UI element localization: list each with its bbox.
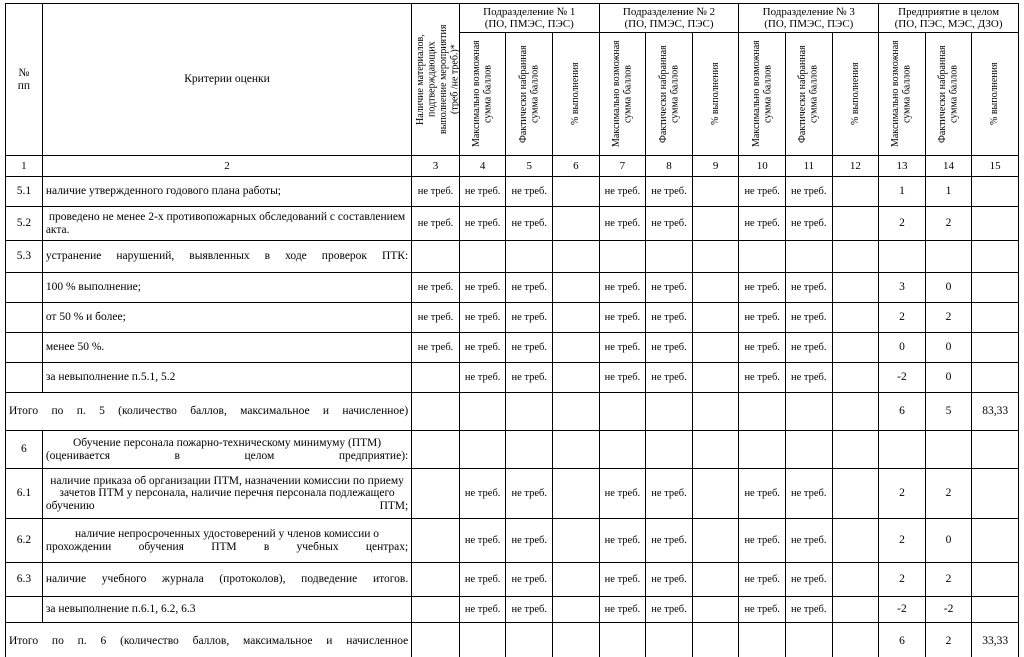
row-cell-c6 <box>553 393 600 431</box>
row-materials-required: не треб. <box>412 207 460 241</box>
row-cell-c7: не треб. <box>599 207 646 241</box>
row-cell-c5: не треб. <box>506 177 553 207</box>
row-materials-required <box>412 393 460 431</box>
row-cell-c10 <box>739 623 786 657</box>
row-criteria: наличие приказа об организации ПТМ, назначении комиссии по приему зачетов ПТМ у персонала, наличие перечня персонала подлежащего обучению ПТМ; <box>42 469 411 519</box>
row-cell-c5: не треб. <box>506 597 553 623</box>
row-cell-c13: 1 <box>879 177 926 207</box>
row-cell-c7: не треб. <box>599 469 646 519</box>
header-sub-max-1 <box>459 33 506 156</box>
row-cell-c8: не треб. <box>646 303 693 333</box>
row-cell-c7 <box>599 431 646 469</box>
row-cell-c4: не треб. <box>459 273 506 303</box>
header-group-unit-3 <box>739 4 879 33</box>
row-cell-c7 <box>599 623 646 657</box>
row-cell-c13: 2 <box>879 207 926 241</box>
row-cell-c6 <box>553 469 600 519</box>
row-cell-c14: 1 <box>925 177 972 207</box>
header-sub-percent-ent <box>972 33 1019 156</box>
row-cell-c14: 0 <box>925 273 972 303</box>
row-cell-c13: 2 <box>879 303 926 333</box>
row-cell-c10: не треб. <box>739 363 786 393</box>
row-cell-c10 <box>739 241 786 273</box>
row-cell-c10: не треб. <box>739 597 786 623</box>
row-number <box>6 597 43 623</box>
colnum-6: 6 <box>553 156 600 177</box>
row-cell-c13 <box>879 241 926 273</box>
row-cell-c6 <box>553 303 600 333</box>
colnum-3: 3 <box>412 156 460 177</box>
row-cell-c15 <box>972 469 1019 519</box>
row-cell-c4: не треб. <box>459 303 506 333</box>
row-number <box>6 363 43 393</box>
row-cell-c15 <box>972 177 1019 207</box>
row-cell-c11: не треб. <box>785 363 832 393</box>
row-cell-c11: не треб. <box>785 303 832 333</box>
row-cell-c10 <box>739 393 786 431</box>
header-group-unit-1-line2: (ПО, ПМЭС, ПЭС) <box>484 18 574 31</box>
row-cell-c8: не треб. <box>646 597 693 623</box>
row-cell-c12 <box>832 623 879 657</box>
row-cell-c4 <box>459 241 506 273</box>
row-cell-c10: не треб. <box>739 469 786 519</box>
row-cell-c4: не треб. <box>459 207 506 241</box>
row-cell-c12 <box>832 333 879 363</box>
row-cell-c11 <box>785 393 832 431</box>
row-cell-c7: не треб. <box>599 563 646 597</box>
row-cell-c6 <box>553 563 600 597</box>
row-cell-c10: не треб. <box>739 563 786 597</box>
row-cell-c7: не треб. <box>599 333 646 363</box>
row-cell-c8: не треб. <box>646 177 693 207</box>
row-cell-c6 <box>553 623 600 657</box>
colnum-13: 13 <box>879 156 926 177</box>
row-total-label: Итого по п. 6 (количество баллов, максимальное и начисленное <box>6 623 412 657</box>
row-cell-c5: не треб. <box>506 333 553 363</box>
row-cell-c14 <box>925 241 972 273</box>
row-materials-required <box>412 597 460 623</box>
row-materials-required <box>412 519 460 563</box>
header-sub-percent-3-label: % выполнения <box>849 62 861 126</box>
table-body <box>6 177 1019 657</box>
row-cell-c7: не треб. <box>599 177 646 207</box>
row-cell-c4 <box>459 431 506 469</box>
row-cell-c14: 2 <box>925 563 972 597</box>
row-cell-c8: не треб. <box>646 207 693 241</box>
row-cell-c4 <box>459 623 506 657</box>
row-cell-c5: не треб. <box>506 469 553 519</box>
row-number: 5.1 <box>6 177 43 207</box>
row-cell-c11: не треб. <box>785 273 832 303</box>
table-row <box>6 597 1019 623</box>
row-cell-c15 <box>972 363 1019 393</box>
row-cell-c8: не треб. <box>646 333 693 363</box>
row-cell-c4: не треб. <box>459 469 506 519</box>
colnum-7: 7 <box>599 156 646 177</box>
row-cell-c11: не треб. <box>785 597 832 623</box>
row-criteria: менее 50 %. <box>42 333 411 363</box>
column-numbering-row <box>6 156 1019 177</box>
row-cell-c14: 2 <box>925 207 972 241</box>
row-cell-c5 <box>506 241 553 273</box>
row-cell-c8 <box>646 393 693 431</box>
colnum-2: 2 <box>42 156 411 177</box>
header-group-unit-3-line1: Подразделение № 3 <box>762 6 855 18</box>
header-col-number-line2: пп <box>17 79 31 92</box>
row-cell-c9 <box>692 597 739 623</box>
row-materials-required <box>412 431 460 469</box>
header-sub-max-ent-label: Максимально возможная сумма баллов <box>890 40 913 148</box>
row-materials-required: не треб. <box>412 177 460 207</box>
row-cell-c10: не треб. <box>739 207 786 241</box>
header-sub-max-ent <box>879 33 926 156</box>
header-sub-max-2-label: Максимально возможная сумма баллов <box>610 40 634 148</box>
row-cell-c5 <box>506 393 553 431</box>
row-number: 6.1 <box>6 469 43 519</box>
header-sub-percent-1 <box>553 33 600 156</box>
row-cell-c5: не треб. <box>506 207 553 241</box>
row-cell-c14: 0 <box>925 333 972 363</box>
header-sub-actual-ent <box>925 33 972 156</box>
row-cell-c8: не треб. <box>646 469 693 519</box>
row-cell-c12 <box>832 241 879 273</box>
header-sub-percent-3 <box>832 33 879 156</box>
row-cell-c6 <box>553 431 600 469</box>
header-col-number <box>6 4 43 156</box>
header-sub-actual-3-label: Фактически набранная сумма баллов <box>797 45 820 144</box>
header-sub-actual-1 <box>506 33 553 156</box>
header-col-criteria: Критерии оценки <box>42 4 411 156</box>
row-cell-c9 <box>692 363 739 393</box>
row-cell-c6 <box>553 241 600 273</box>
assessment-criteria-table <box>5 3 1019 657</box>
header-group-unit-1 <box>459 4 599 33</box>
row-cell-c11: не треб. <box>785 333 832 363</box>
row-cell-c9 <box>692 333 739 363</box>
row-cell-c15 <box>972 333 1019 363</box>
row-cell-c15 <box>972 241 1019 273</box>
row-cell-c5: не треб. <box>506 519 553 563</box>
row-criteria: 100 % выполнение; <box>42 273 411 303</box>
header-row-groups <box>6 4 1019 33</box>
row-cell-c9 <box>692 177 739 207</box>
row-cell-c4: не треб. <box>459 177 506 207</box>
row-cell-c13: 0 <box>879 333 926 363</box>
row-cell-c13: 6 <box>879 393 926 431</box>
header-sub-actual-3 <box>785 33 832 156</box>
row-cell-c11: не треб. <box>785 469 832 519</box>
row-cell-c5: не треб. <box>506 303 553 333</box>
header-group-enterprise-line1: Предприятие в целом <box>898 6 1000 18</box>
row-criteria: от 50 % и более; <box>42 303 411 333</box>
row-criteria: наличие учебного журнала (протоколов), подведение итогов. <box>42 563 411 597</box>
row-cell-c15 <box>972 519 1019 563</box>
row-cell-c15: 33,33 <box>972 623 1019 657</box>
row-cell-c15 <box>972 273 1019 303</box>
row-cell-c13: 2 <box>879 519 926 563</box>
colnum-8: 8 <box>646 156 693 177</box>
header-sub-percent-2-label: % выполнения <box>709 62 721 126</box>
table-row <box>6 207 1019 241</box>
row-cell-c12 <box>832 303 879 333</box>
row-cell-c6 <box>553 333 600 363</box>
row-criteria: наличие непросроченных удостоверений у членов комиссии о прохождении обучения ПТМ в учебных центрах; <box>42 519 411 563</box>
row-cell-c7 <box>599 241 646 273</box>
header-sub-percent-1-label: % выполнения <box>570 62 582 126</box>
row-cell-c12 <box>832 363 879 393</box>
row-cell-c12 <box>832 469 879 519</box>
row-cell-c9 <box>692 431 739 469</box>
row-cell-c11 <box>785 241 832 273</box>
row-cell-c13: 6 <box>879 623 926 657</box>
row-criteria: проведено не менее 2-х противопожарных обследований с составлением акта. <box>42 207 411 241</box>
header-sub-percent-ent-label: % выполнения <box>989 62 1001 126</box>
table-row-total <box>6 393 1019 431</box>
row-cell-c6 <box>553 177 600 207</box>
row-cell-c5 <box>506 431 553 469</box>
row-cell-c4: не треб. <box>459 363 506 393</box>
row-cell-c6 <box>553 273 600 303</box>
colnum-1: 1 <box>6 156 43 177</box>
row-cell-c14: 2 <box>925 303 972 333</box>
row-number: 5.3 <box>6 241 43 273</box>
row-cell-c12 <box>832 273 879 303</box>
row-number <box>6 303 43 333</box>
header-sub-max-1-label: Максимально возможная сумма баллов <box>471 40 494 148</box>
row-cell-c4: не треб. <box>459 563 506 597</box>
row-cell-c14: -2 <box>925 597 972 623</box>
row-total-label: Итого по п. 5 (количество баллов, максимальное и начисленное) <box>6 393 412 431</box>
row-cell-c9 <box>692 393 739 431</box>
row-cell-c14 <box>925 431 972 469</box>
row-cell-c11 <box>785 431 832 469</box>
header-sub-max-3-label: Максимально возможная сумма баллов <box>750 40 774 148</box>
row-cell-c8: не треб. <box>646 519 693 563</box>
table-row <box>6 333 1019 363</box>
row-cell-c12 <box>832 393 879 431</box>
row-cell-c11: не треб. <box>785 207 832 241</box>
row-number <box>6 273 43 303</box>
row-cell-c15 <box>972 563 1019 597</box>
header-col-number-line1: № <box>18 66 30 79</box>
row-cell-c6 <box>553 519 600 563</box>
header-sub-max-3 <box>739 33 786 156</box>
row-cell-c6 <box>553 363 600 393</box>
header-sub-actual-ent-label: Фактически набранная сумма баллов <box>937 45 960 144</box>
row-cell-c9 <box>692 303 739 333</box>
row-cell-c11 <box>785 623 832 657</box>
header-group-unit-3-line2: (ПО, ПМЭС, ПЭС) <box>764 18 854 31</box>
row-criteria: наличие утвержденного годового плана работы; <box>42 177 411 207</box>
row-criteria: Обучение персонала пожарно-техническому минимуму (ПТМ) (оценивается в целом предприятие): <box>42 431 411 469</box>
row-cell-c8: не треб. <box>646 363 693 393</box>
row-cell-c7: не треб. <box>599 519 646 563</box>
row-criteria: за невыполнение п.5.1, 5.2 <box>42 363 411 393</box>
row-cell-c5: не треб. <box>506 273 553 303</box>
header-col-materials <box>412 4 460 156</box>
table-row <box>6 241 1019 273</box>
row-number: 6 <box>6 431 43 469</box>
row-cell-c10: не треб. <box>739 519 786 563</box>
row-cell-c9 <box>692 623 739 657</box>
row-cell-c9 <box>692 241 739 273</box>
row-cell-c13: 2 <box>879 469 926 519</box>
row-cell-c14: 0 <box>925 363 972 393</box>
row-cell-c14: 5 <box>925 393 972 431</box>
row-cell-c9 <box>692 273 739 303</box>
row-cell-c13: -2 <box>879 597 926 623</box>
row-cell-c5: не треб. <box>506 563 553 597</box>
row-cell-c12 <box>832 431 879 469</box>
header-group-enterprise <box>879 4 1019 33</box>
row-criteria: за невыполнение п.6.1, 6.2, 6.3 <box>42 597 411 623</box>
colnum-12: 12 <box>832 156 879 177</box>
row-cell-c5 <box>506 623 553 657</box>
row-materials-required <box>412 563 460 597</box>
colnum-5: 5 <box>506 156 553 177</box>
row-number: 6.3 <box>6 563 43 597</box>
row-cell-c12 <box>832 597 879 623</box>
row-materials-required <box>412 363 460 393</box>
row-materials-required <box>412 623 460 657</box>
row-cell-c8: не треб. <box>646 273 693 303</box>
table-row <box>6 363 1019 393</box>
row-cell-c13: 2 <box>879 563 926 597</box>
row-cell-c10: не треб. <box>739 273 786 303</box>
row-cell-c15 <box>972 207 1019 241</box>
row-cell-c6 <box>553 597 600 623</box>
row-cell-c10: не треб. <box>739 303 786 333</box>
row-cell-c11: не треб. <box>785 177 832 207</box>
row-cell-c12 <box>832 563 879 597</box>
header-group-unit-2-line1: Подразделение № 2 <box>622 6 716 18</box>
header-group-unit-2 <box>599 4 739 33</box>
colnum-15: 15 <box>972 156 1019 177</box>
table-row <box>6 177 1019 207</box>
header-group-enterprise-line2: (ПО, ПЭС, МЭС, ДЗО) <box>894 18 1003 31</box>
row-cell-c4 <box>459 393 506 431</box>
row-cell-c14: 2 <box>925 469 972 519</box>
colnum-4: 4 <box>459 156 506 177</box>
row-cell-c10 <box>739 431 786 469</box>
header-sub-max-2 <box>599 33 646 156</box>
row-cell-c10: не треб. <box>739 177 786 207</box>
row-cell-c4: не треб. <box>459 597 506 623</box>
row-materials-required <box>412 469 460 519</box>
row-cell-c8: не треб. <box>646 563 693 597</box>
colnum-14: 14 <box>925 156 972 177</box>
row-cell-c15 <box>972 597 1019 623</box>
header-sub-actual-2-label: Фактически набранная сумма баллов <box>657 45 680 144</box>
header-sub-actual-2 <box>646 33 693 156</box>
table-row <box>6 273 1019 303</box>
table-row <box>6 469 1019 519</box>
row-materials-required: не треб. <box>412 333 460 363</box>
row-materials-required: не треб. <box>412 273 460 303</box>
row-cell-c9 <box>692 469 739 519</box>
row-cell-c13: 3 <box>879 273 926 303</box>
header-sub-actual-1-label: Фактически набранная сумма баллов <box>517 45 541 144</box>
table-row-total <box>6 623 1019 657</box>
row-cell-c7: не треб. <box>599 597 646 623</box>
table-row <box>6 519 1019 563</box>
row-cell-c13: -2 <box>879 363 926 393</box>
row-cell-c14: 0 <box>925 519 972 563</box>
row-cell-c4: не треб. <box>459 519 506 563</box>
row-cell-c6 <box>553 207 600 241</box>
row-cell-c12 <box>832 207 879 241</box>
table-row-section <box>6 431 1019 469</box>
row-criteria: устранение нарушений, выявленных в ходе проверок ПТК: <box>42 241 411 273</box>
row-cell-c15 <box>972 431 1019 469</box>
colnum-11: 11 <box>785 156 832 177</box>
header-group-unit-2-line2: (ПО, ПМЭС, ПЭС) <box>624 18 714 31</box>
colnum-10: 10 <box>739 156 786 177</box>
row-number <box>6 333 43 363</box>
row-cell-c12 <box>832 177 879 207</box>
header-col-materials-label: Наличие материалов, подтверждающих выполнение мероприятия (треб /не треб.)* <box>415 24 461 135</box>
header-group-unit-1-line1: Подразделение № 1 <box>483 6 576 18</box>
row-cell-c8 <box>646 623 693 657</box>
row-cell-c12 <box>832 519 879 563</box>
row-cell-c9 <box>692 519 739 563</box>
row-cell-c4: не треб. <box>459 333 506 363</box>
row-cell-c13 <box>879 431 926 469</box>
row-number: 6.2 <box>6 519 43 563</box>
row-cell-c14: 2 <box>925 623 972 657</box>
row-cell-c11: не треб. <box>785 563 832 597</box>
row-cell-c8 <box>646 431 693 469</box>
row-cell-c11: не треб. <box>785 519 832 563</box>
row-cell-c15: 83,33 <box>972 393 1019 431</box>
table-row <box>6 563 1019 597</box>
row-cell-c15 <box>972 303 1019 333</box>
row-cell-c9 <box>692 207 739 241</box>
row-number: 5.2 <box>6 207 43 241</box>
colnum-9: 9 <box>692 156 739 177</box>
row-cell-c7: не треб. <box>599 303 646 333</box>
row-materials-required: не треб. <box>412 303 460 333</box>
row-cell-c10: не треб. <box>739 333 786 363</box>
row-cell-c7 <box>599 393 646 431</box>
row-cell-c7: не треб. <box>599 273 646 303</box>
header-sub-percent-2 <box>692 33 739 156</box>
row-cell-c7: не треб. <box>599 363 646 393</box>
table-row <box>6 303 1019 333</box>
row-materials-required <box>412 241 460 273</box>
row-cell-c9 <box>692 563 739 597</box>
row-cell-c8 <box>646 241 693 273</box>
row-cell-c5: не треб. <box>506 363 553 393</box>
